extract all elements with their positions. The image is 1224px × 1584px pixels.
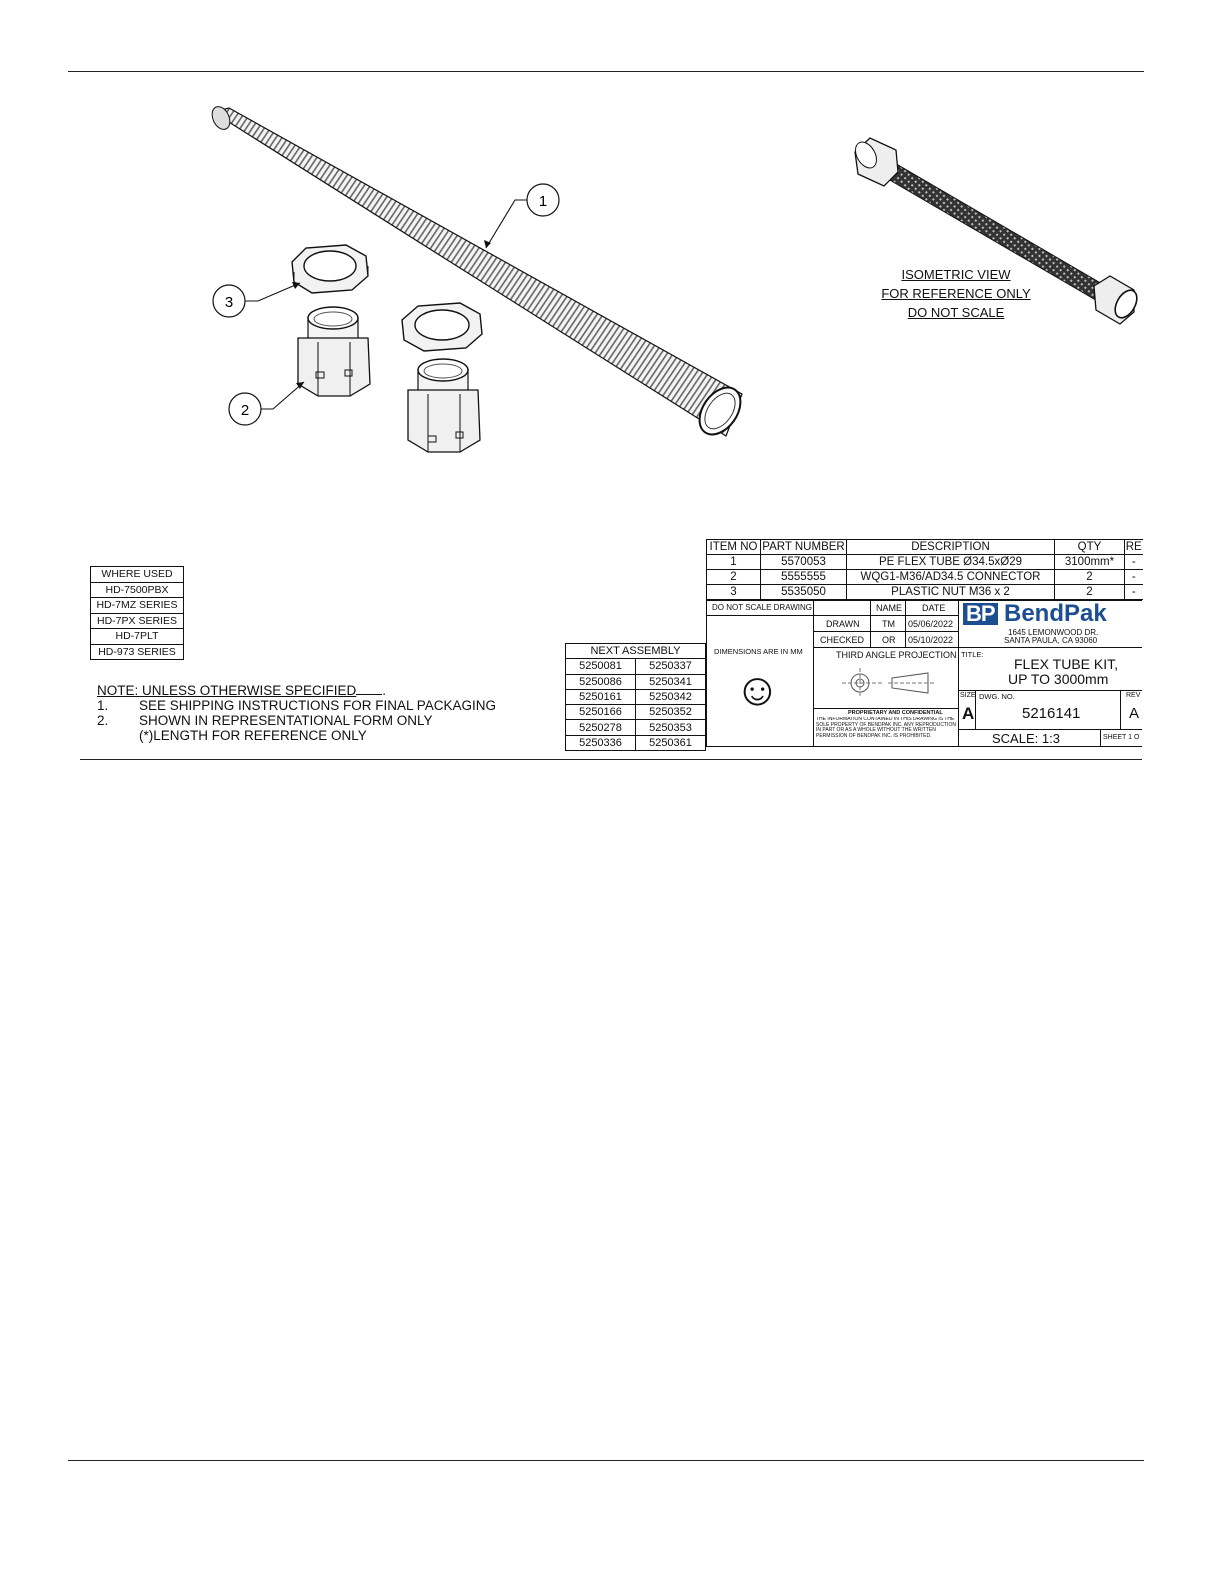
plastic-nut-part — [402, 303, 482, 351]
address-line-1: 1645 LEMONWOOD DR. — [1008, 628, 1099, 637]
table-row: 5250161 5250342 — [566, 689, 706, 704]
table-row: 2 5555555 WQG1-M36/AD34.5 CONNECTOR 2 - — [707, 570, 1143, 585]
drawing-border-line — [80, 759, 1142, 760]
flex-tube-part — [209, 104, 749, 442]
drawn-date: 05/06/2022 — [908, 619, 954, 629]
proprietary-title: PROPRIETARY AND CONFIDENTIAL — [848, 710, 943, 716]
table-row: 5250278 5250353 — [566, 720, 706, 735]
title-label: TITLE: — [961, 650, 984, 659]
size-value: A — [962, 704, 975, 723]
note-item: 1. SEE SHIPPING INSTRUCTIONS FOR FINAL PACKAGING — [97, 698, 497, 713]
revision-value: A — [1129, 705, 1140, 722]
svg-text:3: 3 — [224, 294, 234, 311]
drawing-title-line-1: FLEX TUBE KIT, — [1014, 656, 1118, 672]
table-row: 3 5535050 PLASTIC NUT M36 x 2 2 - — [707, 585, 1143, 600]
where-used-title: WHERE USED — [91, 567, 184, 583]
where-used-item: HD-973 SERIES — [91, 644, 184, 660]
dwg-no-label: DWG. NO. — [979, 692, 1015, 701]
bom-header-row: ITEM NO PART NUMBER DESCRIPTION QTY RE — [707, 540, 1143, 555]
checked-label: CHECKED — [820, 635, 865, 645]
projection-label: THIRD ANGLE PROJECTION — [836, 650, 957, 660]
date-header: DATE — [922, 603, 946, 613]
connector-part — [298, 307, 370, 396]
callout-1 — [484, 184, 559, 248]
svg-text:1: 1 — [538, 193, 548, 210]
svg-text:2: 2 — [240, 402, 250, 419]
bill-of-materials-table — [706, 539, 1143, 600]
drawing-number: 5216141 — [1022, 705, 1081, 722]
where-used-item: HD-7PLT — [91, 629, 184, 645]
notes-block — [97, 682, 496, 743]
checked-name: OR — [882, 635, 896, 645]
checked-date: 05/10/2022 — [908, 635, 954, 645]
dimensions-note: DIMENSIONS ARE IN MM — [714, 647, 803, 656]
table-row: 5250086 5250341 — [566, 674, 706, 689]
do-not-scale-label: DO NOT SCALE DRAWING — [712, 603, 813, 612]
notes-heading: NOTE: UNLESS OTHERWISE SPECIFIED — [97, 683, 357, 698]
notes-heading-end: . — [382, 683, 387, 698]
table-row: 5250166 5250352 — [566, 705, 706, 720]
iso-note-line: FOR REFERENCE ONLY — [881, 286, 1031, 301]
bottom-rule — [68, 1460, 1144, 1461]
note-item: 2. SHOWN IN REPRESENTATIONAL FORM ONLY — [97, 713, 433, 728]
note-item: (*)LENGTH FOR REFERENCE ONLY — [139, 728, 367, 743]
bendpak-logo-text: BendPak — [1004, 600, 1107, 627]
size-label: SIZE — [960, 692, 976, 699]
next-assembly-table — [565, 643, 706, 751]
bendpak-logo-mark: BP — [963, 603, 998, 625]
where-used-item: HD-7500PBX — [91, 582, 184, 598]
iso-note-line: ISOMETRIC VIEW — [901, 267, 1011, 282]
connector-part — [408, 359, 480, 452]
where-used-table — [90, 566, 184, 660]
callout-2 — [229, 382, 304, 425]
sheet-label: SHEET 1 O — [1103, 734, 1140, 741]
scale-label: SCALE: 1:3 — [992, 731, 1060, 746]
where-used-item: HD-7PX SERIES — [91, 613, 184, 629]
callout-3 — [213, 282, 300, 317]
table-row: 1 5570053 PE FLEX TUBE Ø34.5xØ29 3100mm* - — [707, 555, 1143, 570]
third-angle-projection-icon — [836, 664, 940, 702]
name-header: NAME — [876, 603, 903, 613]
isometric-view-note — [856, 265, 1056, 322]
proprietary-text: THE INFORMATION CONTAINED IN THIS DRAWING IS THE SOLE PROPERTY OF BENDPAK INC. ANY REPRODUCTION IN PART OR AS A WHOLE WITHOUT THE WRITTEN PERMISSION OF BENDPAK INC. IS PROHIBITED. — [816, 717, 956, 739]
drawing-title-line-2: UP TO 3000mm — [1008, 671, 1109, 687]
plastic-nut-part — [292, 245, 368, 293]
where-used-item: HD-7MZ SERIES — [91, 598, 184, 614]
drawn-label: DRAWN — [826, 619, 860, 629]
drawn-name: TM — [882, 619, 895, 629]
table-row: 5250081 5250337 — [566, 659, 706, 674]
iso-note-line: DO NOT SCALE — [907, 305, 1005, 320]
address-line-2: SANTA PAULA, CA 93060 — [1004, 636, 1098, 645]
next-assembly-title: NEXT ASSEMBLY — [566, 644, 706, 659]
rev-label: REV — [1126, 692, 1141, 699]
table-row: 5250336 5250361 — [566, 735, 706, 750]
smiley-icon: ☺ — [734, 663, 781, 715]
